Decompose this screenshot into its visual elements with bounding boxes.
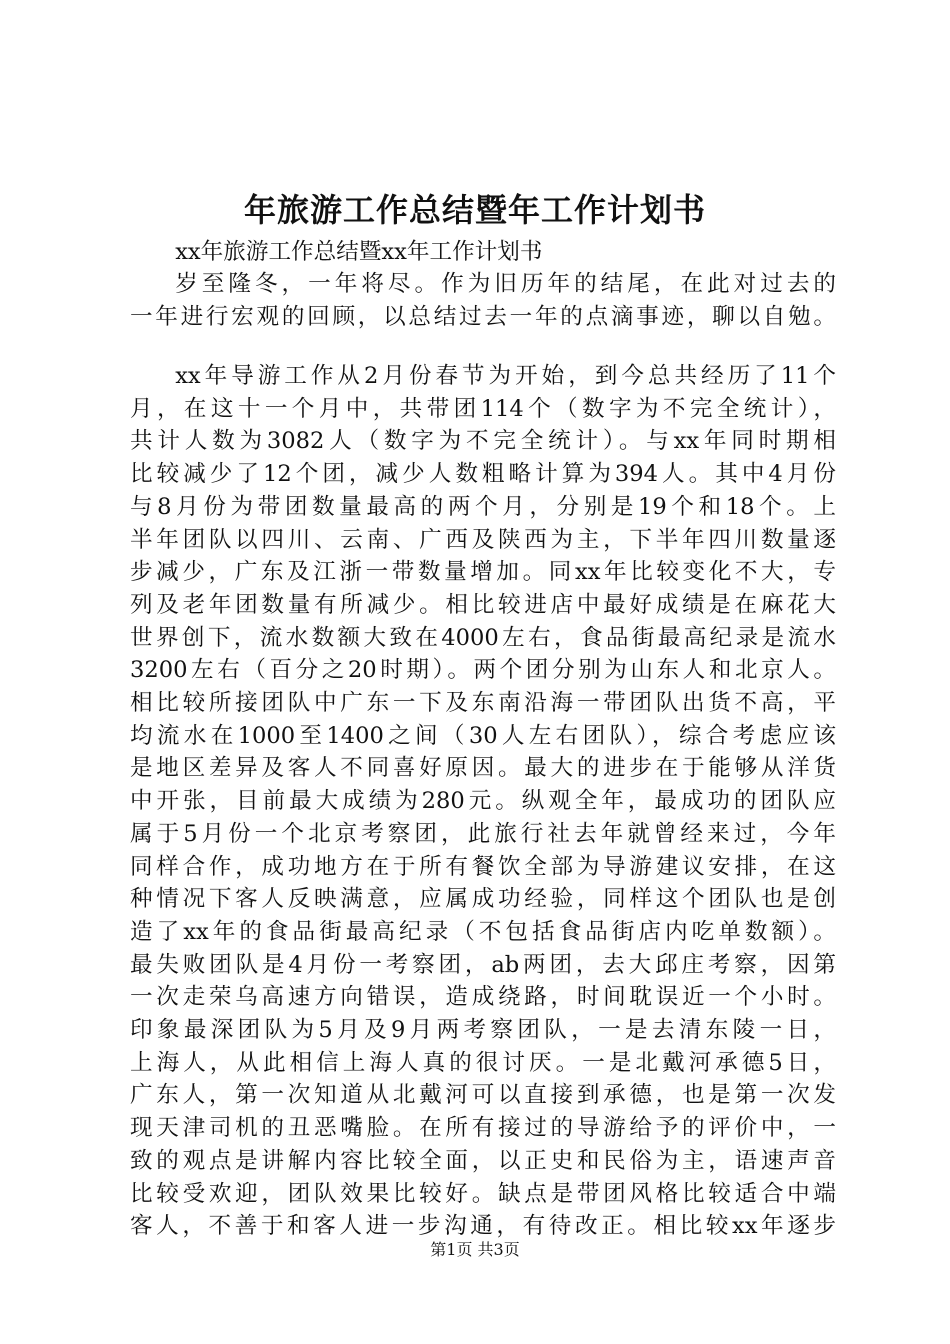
text-line: 步减少，广东及江浙一带数量增加。同xx年比较变化不大，专	[130, 559, 836, 586]
text-line: 比较受欢迎，团队效果比较好。缺点是带团风格比较适合中端	[130, 1180, 836, 1207]
text-line: 印象最深团队为5月及9月两考察团队，一是去清东陵一日，	[130, 1017, 836, 1044]
main-paragraph	[130, 360, 836, 1243]
text-line: 共计人数为3082人（数字为不完全统计）。与xx年同时期相	[130, 428, 836, 455]
text-line: 种情况下客人反映满意，应属成功经验，同样这个团队也是创	[130, 886, 836, 913]
text-line: 岁至隆冬，一年将尽。作为旧历年的结尾，在此对过去的	[175, 271, 836, 297]
text-line: 同样合作，成功地方在于所有餐饮全部为导游建议安排，在这	[130, 853, 836, 880]
text-line: 半年团队以四川、云南、广西及陕西为主，下半年四川数量逐	[130, 526, 836, 553]
document-subtitle	[130, 236, 836, 269]
text-line: 最失败团队是4月份一考察团，ab两团，去大邱庄考察，因第	[130, 951, 836, 978]
text-line: 致的观点是讲解内容比较全面，以正史和民俗为主，语速声音	[130, 1147, 836, 1174]
document-title: 年旅游工作总结暨年工作计划书	[243, 191, 706, 229]
text-line: 列及老年团数量有所减少。相比较进店中最好成绩是在麻花大	[130, 591, 836, 618]
text-line: 上海人，从此相信上海人真的很讨厌。一是北戴河承德5日，	[130, 1049, 836, 1076]
page-footer	[0, 1238, 950, 1262]
text-line: 广东人，第一次知道从北戴河可以直接到承德，也是第一次发	[130, 1082, 836, 1109]
text-line: xx年导游工作从2月份春节为开始，到今总共经历了11个	[175, 363, 836, 389]
text-line: 比较减少了12个团，减少人数粗略计算为394人。其中4月份	[130, 461, 836, 488]
page-number-indicator: 第1页 共3页	[430, 1240, 520, 1259]
text-line: 一次走荣乌高速方向错误，造成绕路，时间耽误近一个小时。	[130, 984, 836, 1011]
text-line: 是地区差异及客人不同喜好原因。最大的进步在于能够从洋货	[130, 755, 836, 782]
text-line: 相比较所接团队中广东一下及东南沿海一带团队出货不高，平	[130, 690, 836, 717]
text-line: 现天津司机的丑恶嘴脸。在所有接过的导游给予的评价中，一	[130, 1115, 836, 1142]
text-line: 一年进行宏观的回顾，以总结过去一年的点滴事迹，聊以自勉。	[130, 303, 836, 330]
text-line: 客人，不善于和客人进一步沟通，有待改正。相比较xx年逐步	[130, 1213, 836, 1240]
text-line: 世界创下，流水数额大致在4000左右，食品街最高纪录是流水	[130, 624, 836, 651]
text-line: 中开张，目前最大成绩为280元。纵观全年，最成功的团队应	[130, 788, 836, 815]
text-line: 属于5月份一个北京考察团，此旅行社去年就曾经来过，今年	[130, 820, 836, 847]
text-line: 月，在这十一个月中，共带团114个（数字为不完全统计），	[130, 395, 836, 422]
text-line: 均流水在1000至1400之间（30人左右团队），综合考虑应该	[130, 722, 836, 749]
text-line: 与8月份为带团数量最高的两个月，分别是19个和18个。上	[130, 493, 836, 520]
subtitle-text: xx年旅游工作总结暨xx年工作计划书	[175, 239, 543, 265]
text-line: 造了xx年的食品街最高纪录（不包括食品街店内吃单数额）。	[130, 918, 836, 945]
intro-paragraph	[130, 268, 836, 333]
text-line: 3200左右（百分之20时期）。两个团分别为山东人和北京人。	[130, 657, 836, 684]
